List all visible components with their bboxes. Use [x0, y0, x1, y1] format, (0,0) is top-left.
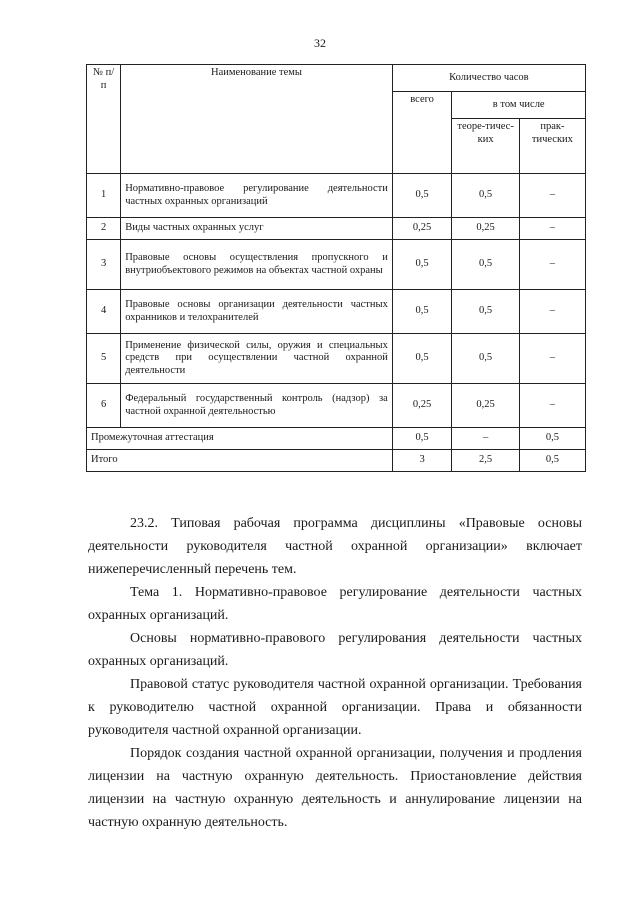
row-num: 1 — [87, 174, 121, 218]
total-row — [87, 450, 586, 472]
intermediate-row — [87, 428, 586, 450]
intermediate-total: 0,5 — [392, 428, 452, 450]
paragraph: Тема 1. Нормативно-правовое регулирование деятельности частных охранных организаций. — [88, 585, 582, 623]
row-practice: – — [519, 174, 585, 218]
row-theory: 0,5 — [452, 334, 519, 384]
header-total: всего — [392, 92, 452, 174]
row-topic: Правовые основы организации деятельности частных охранников и телохранителей — [121, 290, 393, 334]
row-num: 2 — [87, 218, 121, 240]
total-practice: 0,5 — [519, 450, 585, 472]
header-name: Наименование темы — [121, 65, 393, 174]
total-total: 3 — [392, 450, 452, 472]
row-num: 6 — [87, 384, 121, 428]
row-practice: – — [519, 218, 585, 240]
row-topic: Федеральный государственный контроль (надзор) за частной охранной деятельностью — [121, 384, 393, 428]
table-row — [87, 384, 586, 428]
row-total: 0,5 — [392, 290, 452, 334]
total-label: Итого — [87, 450, 393, 472]
header-num: № п/п — [87, 65, 121, 174]
row-practice: – — [519, 334, 585, 384]
table-row — [87, 334, 586, 384]
row-topic: Виды частных охранных услуг — [121, 218, 393, 240]
row-theory: 0,5 — [452, 174, 519, 218]
table-row — [87, 240, 586, 290]
row-practice: – — [519, 290, 585, 334]
row-theory: 0,25 — [452, 384, 519, 428]
row-total: 0,25 — [392, 384, 452, 428]
page-number: 32 — [314, 36, 326, 50]
row-practice: – — [519, 240, 585, 290]
intermediate-label: Промежуточная аттестация — [87, 428, 393, 450]
hours-table — [86, 64, 586, 472]
row-theory: 0,5 — [452, 290, 519, 334]
row-num: 3 — [87, 240, 121, 290]
header-including: в том числе — [452, 92, 586, 119]
table-row — [87, 218, 586, 240]
header-practice: прак-тических — [519, 119, 585, 174]
table-row — [87, 290, 586, 334]
table-header-row-1 — [87, 65, 586, 92]
header-theory: теоре-тичес-ких — [452, 119, 519, 174]
intermediate-theory: – — [452, 428, 519, 450]
row-topic: Правовые основы осуществления пропускного и внутриобъектового режимов на объектах частной охраны — [121, 240, 393, 290]
paragraph: 23.2. Типовая рабочая программа дисциплины «Правовые основы деятельности руководителя частной охранной организации» включает нижеперечисленный перечень тем. — [88, 516, 582, 577]
row-theory: 0,25 — [452, 218, 519, 240]
paragraph: Порядок создания частной охранной организации, получения и продления лицензии на частную охранную деятельность. Приостановление действия лицензии на частную охранную деятельность и аннулирование лицензии на частную охранную деятельность. — [88, 746, 582, 830]
row-num: 4 — [87, 290, 121, 334]
body-text — [88, 512, 582, 834]
row-practice: – — [519, 384, 585, 428]
total-theory: 2,5 — [452, 450, 519, 472]
row-total: 0,5 — [392, 240, 452, 290]
paragraph: Основы нормативно-правового регулирования деятельности частных охранных организаций. — [88, 631, 582, 669]
row-total: 0,5 — [392, 334, 452, 384]
row-topic: Нормативно-правовое регулирование деятельности частных охранных организаций — [121, 174, 393, 218]
row-theory: 0,5 — [452, 240, 519, 290]
table-row — [87, 174, 586, 218]
header-hours: Количество часов — [392, 65, 585, 92]
row-total: 0,25 — [392, 218, 452, 240]
paragraph: Правовой статус руководителя частной охранной организации. Требования к руководителю частной охранной организации. Права и обязанности руководителя частной охранной организации. — [88, 677, 582, 738]
row-num: 5 — [87, 334, 121, 384]
row-topic: Применение физической силы, оружия и специальных средств при осуществлении частной охранной деятельности — [121, 334, 393, 384]
intermediate-practice: 0,5 — [519, 428, 585, 450]
row-total: 0,5 — [392, 174, 452, 218]
